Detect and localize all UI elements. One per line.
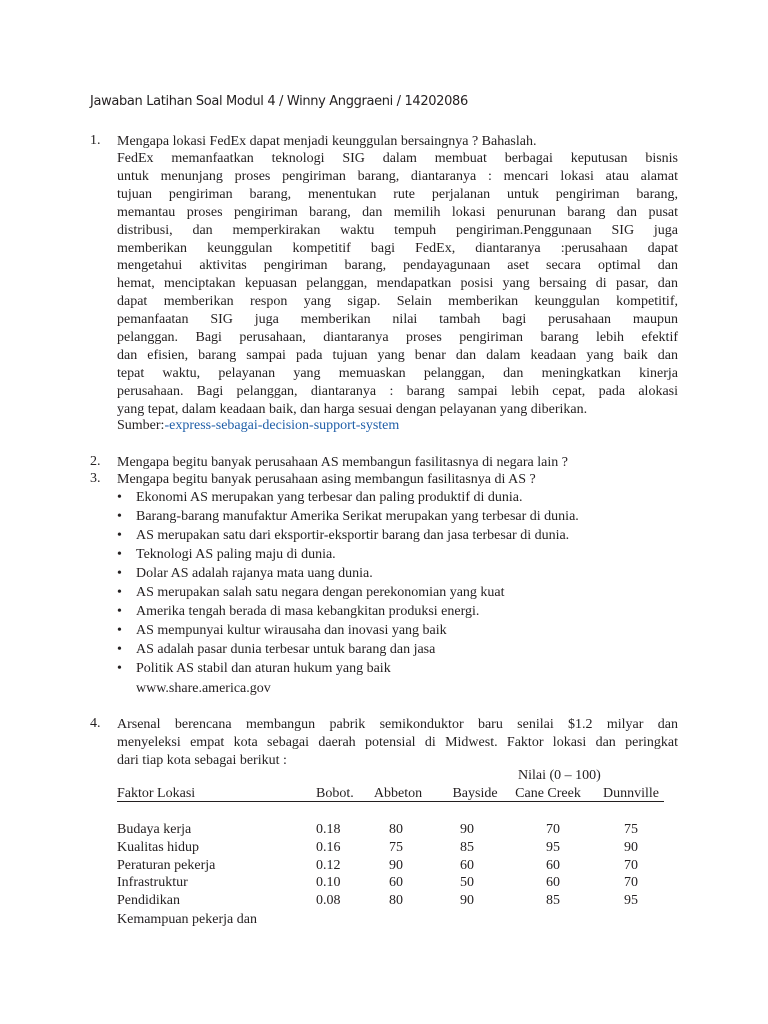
table-cell: 75: [389, 839, 403, 855]
q1-source: [117, 417, 678, 434]
bullet-text: Dolar AS adalah rajanya mata uang dunia.: [136, 566, 373, 581]
table-cell: 80: [389, 893, 403, 909]
q1-number: 1.: [90, 133, 101, 148]
table-cell: 60: [460, 857, 474, 873]
table-cell: 90: [389, 857, 403, 873]
bullet-item: [117, 642, 435, 658]
table-cell: 85: [546, 893, 560, 909]
bullet-item: [117, 547, 336, 563]
bullet-text: Barang-barang manufaktur Amerika Serikat merupakan yang terbesar di dunia.: [136, 509, 579, 524]
bullet-item: [117, 490, 522, 506]
document-title: Jawaban Latihan Soal Modul 4 / Winny Anggraeni / 14202086: [90, 94, 468, 109]
bullet-text: Ekonomi AS merupakan yang terbesar dan paling produktif di dunia.: [136, 490, 523, 505]
table-cell: 0.08: [316, 893, 341, 909]
table-cell: 60: [389, 875, 403, 891]
table-cell: 0.12: [316, 857, 341, 873]
q1-answer-line: FedEx memanfaatkan teknologi SIG dalam membuat berbagai keputusan bisnis: [117, 151, 678, 166]
q3-number: 3.: [90, 471, 101, 486]
q4-question-line: menyeleksi empat kota sebagai daerah potensial di Midwest. Faktor lokasi dan peringkat: [117, 734, 678, 750]
q4-question-line: dari tiap kota sebagai berikut :: [117, 752, 287, 768]
score-header: Nilai (0 – 100): [518, 768, 601, 783]
table-cell: 90: [460, 822, 474, 837]
q1-answer-line: yang tepat, dalam keadaan baik, dan harga sesuai dengan pelayanan yang diberikan.: [117, 401, 588, 417]
bullet-text: AS merupakan satu dari eksportir-eksportir barang dan jasa terbesar di dunia.: [136, 528, 570, 543]
bullet-dot-icon: •: [117, 509, 122, 524]
table-cell: 90: [624, 839, 638, 855]
column-header: Cane Creek: [515, 786, 581, 801]
q4-question-line: Arsenal berencana membangun pabrik semikonduktor baru senilai $1.2 milyar dan: [117, 717, 678, 732]
q1-answer-line: pemanfaatan SIG juga memberikan nilai tambah bagi perusahaan maupun: [117, 312, 678, 328]
q2-question: Mengapa begitu banyak perusahaan AS membangun fasilitasnya di negara lain ?: [117, 455, 568, 470]
table-cell: 0.10: [316, 875, 341, 891]
table-cell: 70: [624, 857, 638, 873]
bullet-text: AS adalah pasar dunia terbesar untuk barang dan jasa: [136, 642, 436, 657]
q1-answer-line: dan efisien, barang sampai pada tujuan yang benar dan dalam keadaan yang baik dan: [117, 347, 678, 363]
row-label: Infrastruktur: [117, 875, 188, 891]
table-cell: 70: [624, 875, 638, 891]
q3-source: www.share.america.gov: [136, 681, 271, 696]
bullet-item: [117, 585, 505, 601]
q1-answer-line: memberikan keunggulan kompetitif bagi FedEx, diantaranya :perusahaan dapat: [117, 240, 678, 256]
table-cell: 60: [546, 857, 560, 873]
table-cell: 95: [624, 893, 638, 909]
table-cell: 80: [389, 822, 403, 837]
bullet-text: Politik AS stabil dan aturan hukum yang baik: [136, 661, 391, 676]
bullet-item: [117, 566, 373, 582]
bullet-text: Teknologi AS paling maju di dunia.: [136, 547, 336, 562]
bullet-dot-icon: •: [117, 528, 122, 543]
q1-answer-line: memantau proses pengiriman barang, dan memilih lokasi penurunan barang dan pusat: [117, 204, 678, 220]
table-cell: 0.16: [316, 839, 341, 855]
bullet-item: [117, 509, 579, 525]
table-cell: 50: [460, 875, 474, 891]
table-cell: 95: [546, 839, 560, 855]
bullet-dot-icon: •: [117, 661, 122, 676]
q2-number: 2.: [90, 454, 101, 469]
bullet-dot-icon: •: [117, 490, 122, 505]
q1-answer-line: distribusi, dan memperkirakan waktu tempuh pengiriman.Penggunaan SIG juga: [117, 222, 678, 238]
bullet-text: AS merupakan salah satu negara dengan perekonomian yang kuat: [136, 585, 505, 600]
bullet-text: AS mempunyai kultur wirausaha dan inovasi yang baik: [136, 623, 447, 638]
header-underline: [117, 801, 664, 802]
row-label: Kualitas hidup: [117, 839, 200, 855]
q1-question: Mengapa lokasi FedEx dapat menjadi keunggulan bersaingnya ? Bahaslah.: [117, 134, 537, 149]
q1-answer-line: tujuan pengiriman barang, menentukan rute perjalanan untuk pengiriman barang,: [117, 186, 678, 202]
bullet-dot-icon: •: [117, 604, 122, 619]
q1-answer-line: dapat memberikan respon yang sigap. Selain memberikan keunggulan kompetitif,: [117, 294, 678, 310]
q1-answer-line: hemat, menciptakan kepuasan pelanggan, mendapatkan posisi yang bersaing di pasar, dan: [117, 276, 678, 292]
column-header: Bobot.: [316, 786, 354, 801]
bullet-item: [117, 661, 391, 677]
bullet-text: Amerika tengah berada di masa kebangkitan produksi energi.: [136, 604, 480, 619]
row-label: Pendidikan: [117, 893, 180, 909]
row-label: Peraturan pekerja: [117, 857, 216, 873]
table-cell: 70: [546, 822, 560, 837]
table-cell: 85: [460, 839, 474, 855]
q1-answer-line: pelanggan. Bagi perusahaan, diantaranya proses pengiriman barang lebih efektif: [117, 330, 678, 345]
bullet-item: [117, 623, 447, 639]
bullet-item: [117, 604, 479, 620]
table-cell: 75: [624, 822, 638, 837]
row-label: Budaya kerja: [117, 822, 192, 837]
bullet-dot-icon: •: [117, 566, 122, 581]
bullet-dot-icon: •: [117, 547, 122, 562]
column-header: Bayside: [452, 786, 498, 801]
table-cell: 0.18: [316, 822, 341, 837]
bullet-dot-icon: •: [117, 642, 122, 657]
table-cell: 90: [460, 893, 474, 909]
table-cell: 60: [546, 875, 560, 891]
q1-source-link[interactable]: -express-sebagai-decision-support-system: [164, 418, 400, 433]
column-header: Abbeton: [373, 786, 423, 801]
bullet-item: [117, 528, 569, 544]
q1-answer-line: mengetahui aktivitas pengiriman barang, pendayagunaan aset secara optimal dan: [117, 258, 678, 274]
q1-answer-line: tepat waktu, pelayanan yang memuaskan pelanggan, dan meningkatkan kinerja: [117, 365, 678, 381]
trailing-row-label: Kemampuan pekerja dan: [117, 912, 257, 927]
q3-question: Mengapa begitu banyak perusahaan asing membangun fasilitasnya di AS ?: [117, 472, 536, 487]
column-header: Dunnville: [603, 786, 659, 801]
column-header: Faktor Lokasi: [117, 786, 196, 801]
q4-number: 4.: [90, 716, 101, 731]
q1-answer-line: perusahaan. Bagi pelanggan, diantaranya : barang sampai lebih cepat, pada alokasi: [117, 383, 678, 399]
q1-source-label: Sumber:: [117, 418, 165, 433]
bullet-dot-icon: •: [117, 623, 122, 638]
bullet-dot-icon: •: [117, 585, 122, 600]
q1-answer-line: untuk menunjang proses pengiriman barang, diantaranya : mencari lokasi atau alamat: [117, 168, 678, 184]
